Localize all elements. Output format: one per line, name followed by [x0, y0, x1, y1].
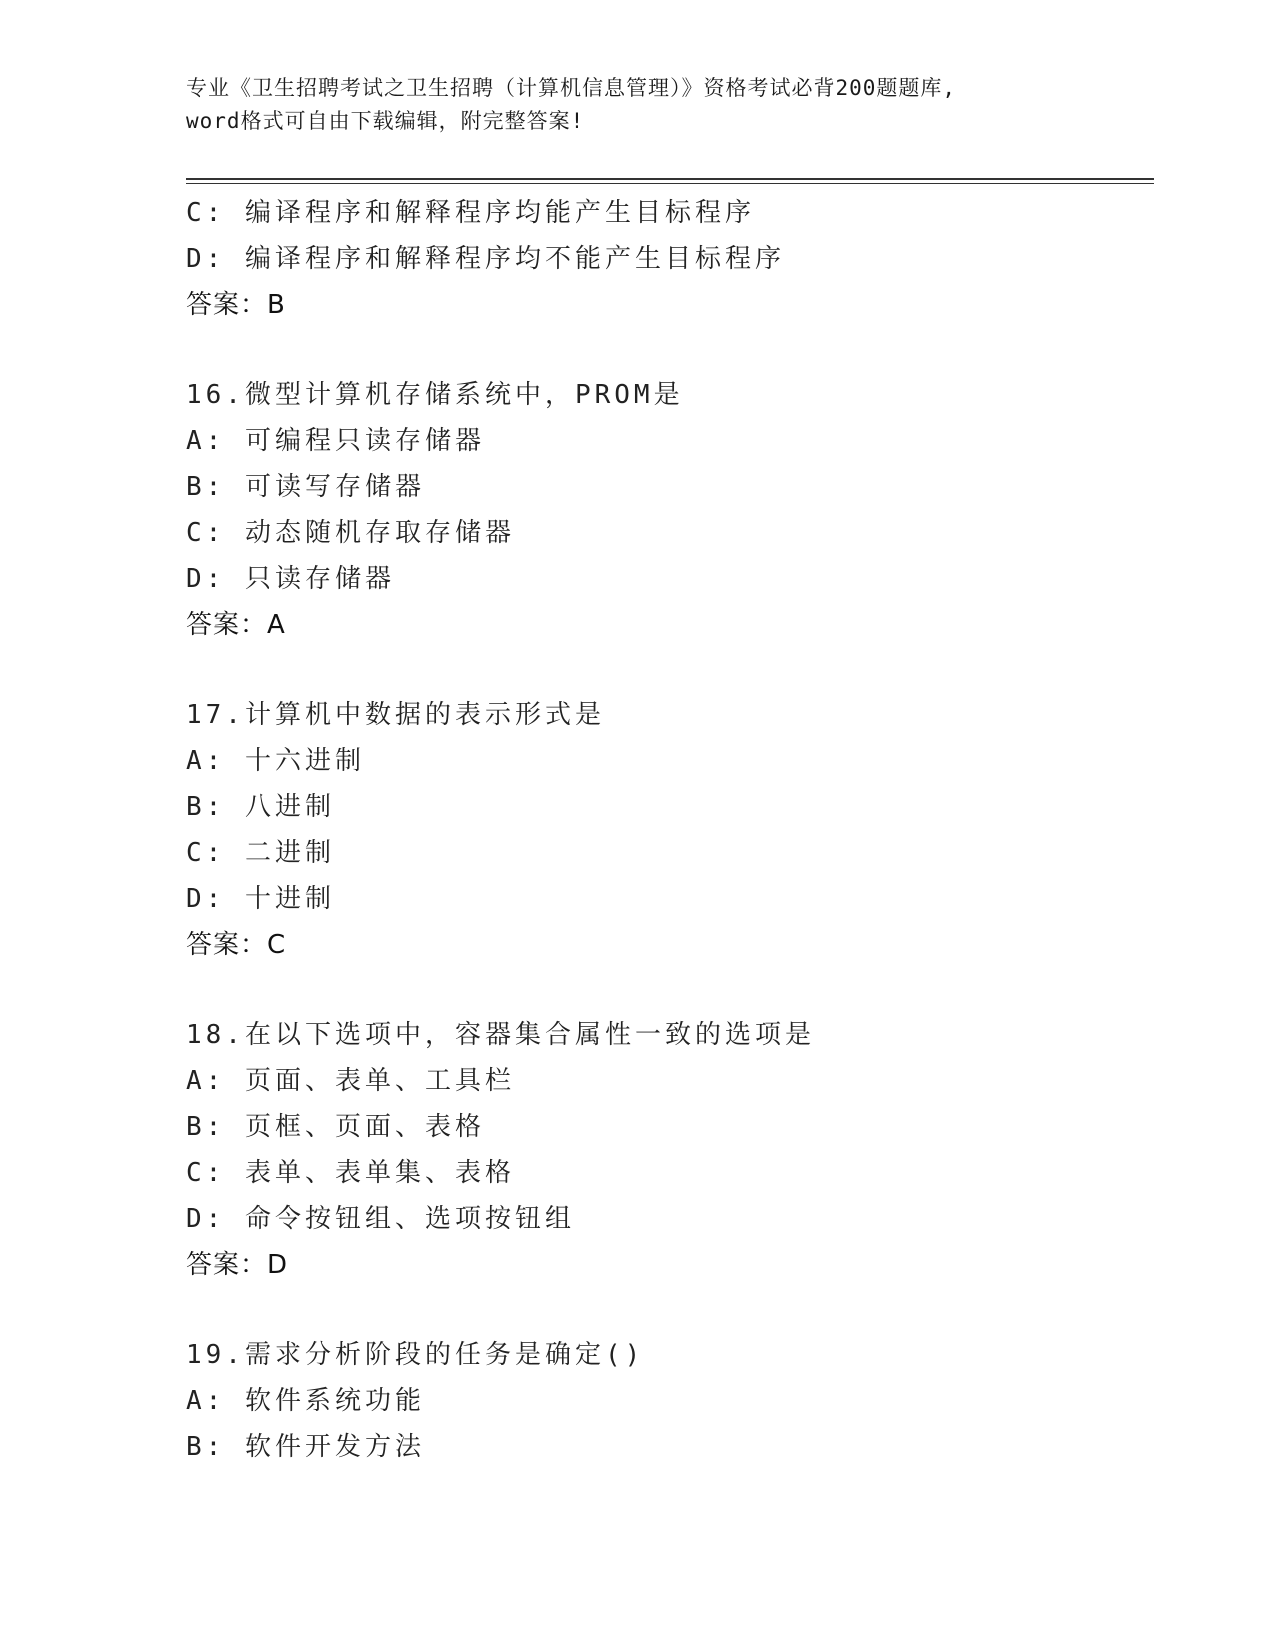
question-15-tail	[186, 190, 1146, 328]
option-a: A: 软件系统功能	[186, 1386, 425, 1416]
answer-label: 答案：D	[186, 1250, 289, 1280]
question-stem: 16.微型计算机存储系统中，PROM是	[186, 380, 684, 410]
option-b: B: 可读写存储器	[186, 472, 425, 502]
option-a: A: 十六进制	[186, 746, 365, 776]
question-16	[186, 372, 1146, 648]
option-b: B: 八进制	[186, 792, 335, 822]
option-c: C: 动态随机存取存储器	[186, 518, 515, 548]
question-17	[186, 692, 1146, 968]
answer-label: 答案：A	[186, 610, 286, 640]
answer-label: 答案：B	[186, 290, 286, 320]
question-list	[186, 190, 1146, 1470]
option-d: D: 命令按钮组、选项按钮组	[186, 1204, 575, 1234]
option-c: C: 二进制	[186, 838, 335, 868]
question-stem: 18.在以下选项中，容器集合属性一致的选项是	[186, 1020, 815, 1050]
option-a: A: 可编程只读存储器	[186, 426, 485, 456]
option-d: D: 十进制	[186, 884, 335, 914]
question-18	[186, 1012, 1146, 1288]
header-title-line1: 专业《卫生招聘考试之卫生招聘（计算机信息管理）》资格考试必背200题题库,	[186, 76, 957, 100]
question-stem: 19.需求分析阶段的任务是确定()	[186, 1340, 645, 1370]
header-divider-thin	[186, 183, 1154, 184]
answer-label: 答案：C	[186, 930, 287, 960]
document-header	[186, 72, 1116, 138]
header-title-line2: word格式可自由下载编辑，附完整答案!	[186, 109, 585, 133]
question-stem: 17.计算机中数据的表示形式是	[186, 700, 605, 730]
option-b: B: 页框、页面、表格	[186, 1112, 485, 1142]
question-19	[186, 1332, 1146, 1470]
option-c: C: 编译程序和解释程序均能产生目标程序	[186, 198, 755, 228]
option-c: C: 表单、表单集、表格	[186, 1158, 515, 1188]
header-divider-thick	[186, 178, 1154, 180]
option-a: A: 页面、表单、工具栏	[186, 1066, 515, 1096]
option-b: B: 软件开发方法	[186, 1432, 425, 1462]
option-d: D: 只读存储器	[186, 564, 395, 594]
option-d: D: 编译程序和解释程序均不能产生目标程序	[186, 244, 785, 274]
